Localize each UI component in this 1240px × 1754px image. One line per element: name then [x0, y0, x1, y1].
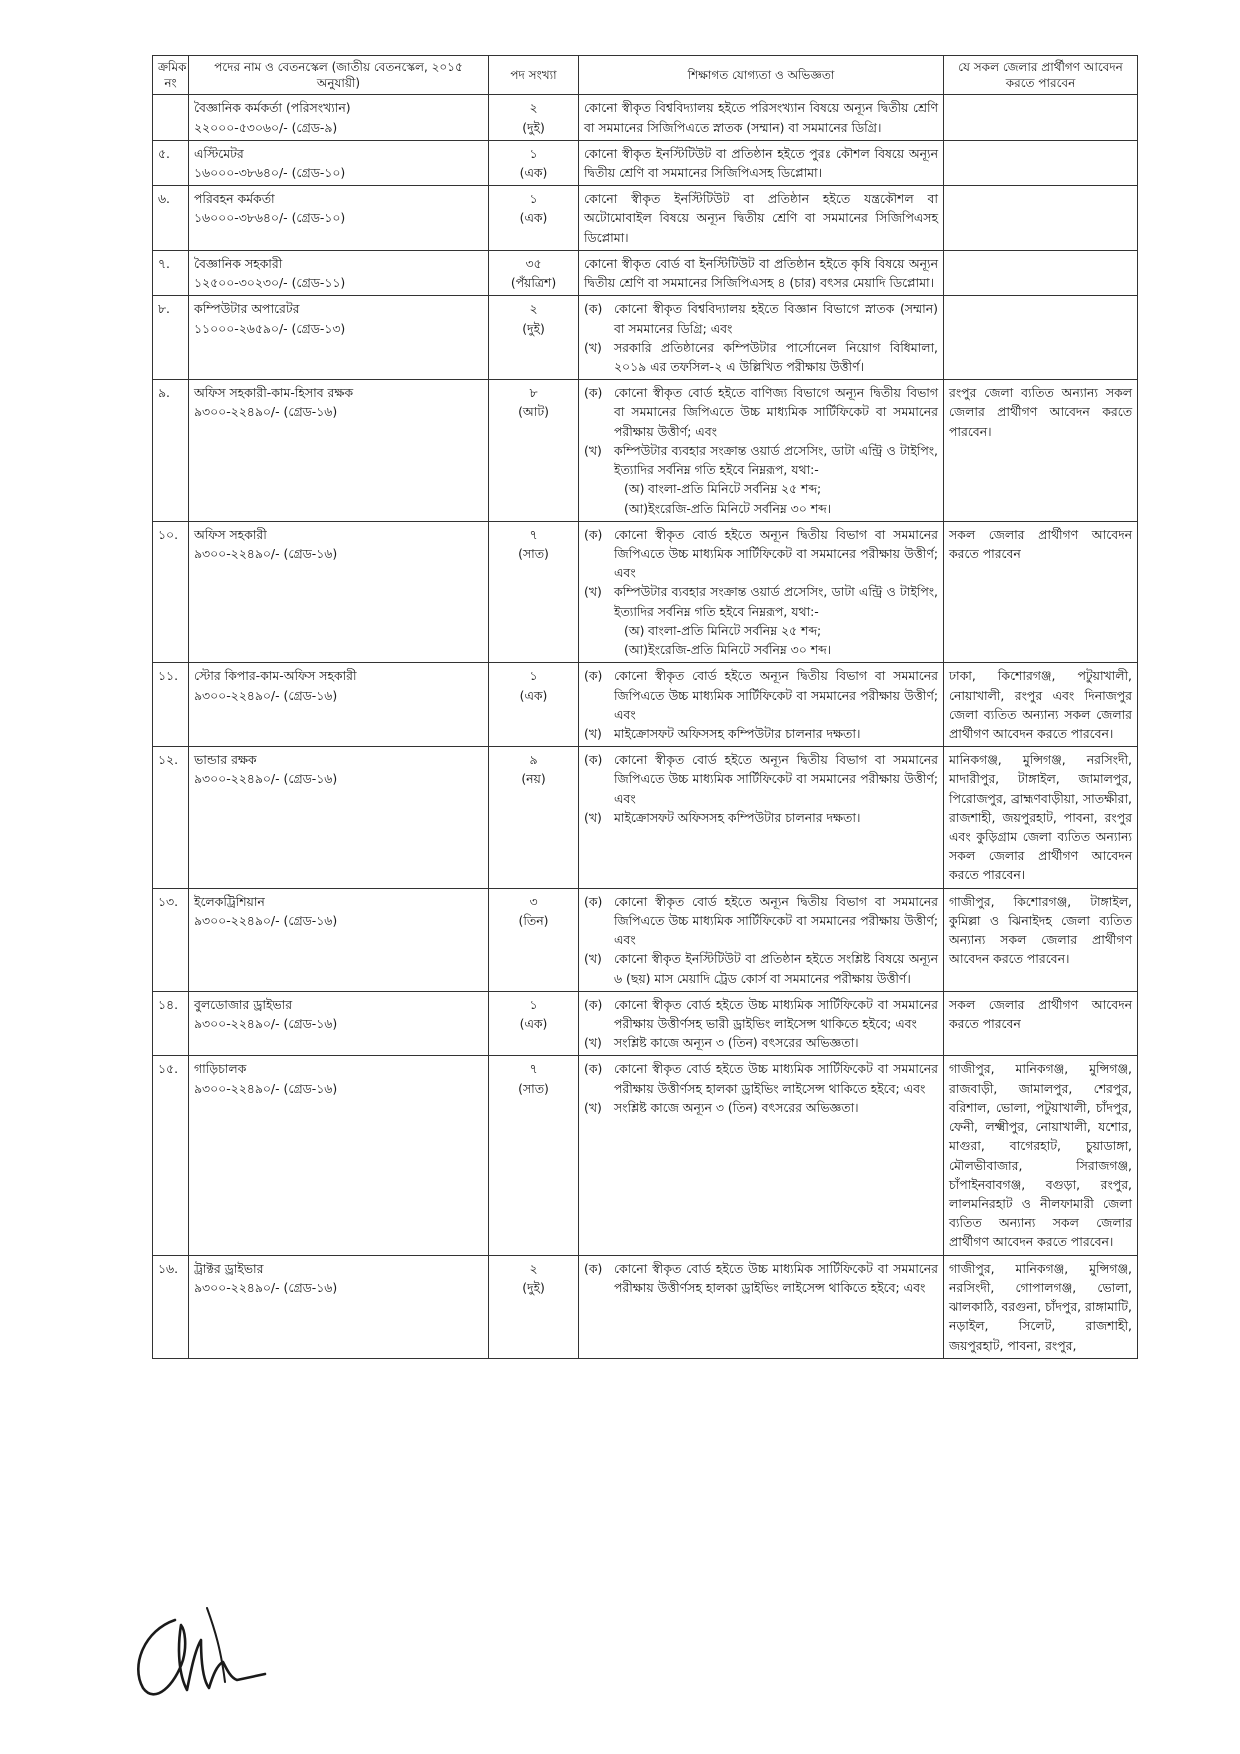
- post-count-words: (এক): [519, 165, 548, 181]
- table-row: [153, 747, 1138, 889]
- post-count: ১: [529, 191, 538, 207]
- header-post: পদের নাম ও বেতনস্কেল (জাতীয় বেতনস্কেল, ২০১৫ অনুযায়ী): [189, 56, 489, 95]
- pay-scale: ৯৩০০-২২৪৯০/- (গ্রেড-১৬): [194, 1080, 338, 1096]
- post-count-words: (এক): [519, 210, 548, 226]
- eligible-districts-cell: [944, 296, 1138, 380]
- qualification-cell: [579, 140, 944, 185]
- qualification-subitem: [584, 621, 938, 640]
- pay-scale: ১৬০০০-৩৮৬৪০/- (গ্রেড-১০): [194, 210, 346, 226]
- header-row: [153, 56, 1138, 95]
- header-districts: যে সকল জেলার প্রার্থীগণ আবেদন করতে পারবেন: [944, 56, 1138, 95]
- serial-cell: ১২.: [153, 747, 189, 889]
- post-cell: [189, 747, 489, 889]
- item-text: কোনো স্বীকৃত ইনস্টিটিউট বা প্রতিষ্ঠান হইতে সংশ্লিষ্ট বিষয়ে অন্যূন ৬ (ছয়) মাস মেয়াদি ট্রেড কোর্স বা সমমানের পরীক্ষায় উত্তীর্ণ।: [614, 951, 938, 986]
- post-count: ৮: [529, 385, 538, 401]
- post-count-cell: [489, 991, 579, 1056]
- post-name: অফিস সহকারী: [194, 526, 267, 542]
- post-cell: [189, 95, 489, 140]
- post-count: ৭: [529, 526, 538, 542]
- pay-scale: ২২০০০-৫৩০৬০/- (গ্রেড-৯): [194, 119, 338, 135]
- qualification-item: [584, 995, 938, 1033]
- serial-cell: ১৫.: [153, 1056, 189, 1255]
- table-row: [153, 186, 1138, 251]
- qualification-item: [584, 1098, 938, 1117]
- item-marker: (খ): [584, 725, 602, 741]
- post-name: বুলডোজার ড্রাইভার: [194, 996, 293, 1012]
- qualification-cell: [579, 380, 944, 522]
- eligible-districts-cell: [944, 250, 1138, 295]
- post-name: কম্পিউটার অপারেটর: [194, 301, 300, 317]
- table-row: [153, 95, 1138, 140]
- post-count-cell: [489, 140, 579, 185]
- item-text: কোনো স্বীকৃত বোর্ড হইতে উচ্চ মাধ্যমিক সার্টিফিকেট বা সমমানের পরীক্ষায় উত্তীর্ণসহ হালকা ড্রাইভিং লাইসেন্স থাকিতে হইবে; এবং: [614, 1061, 938, 1096]
- post-count-words: (দুই): [522, 320, 545, 336]
- header-qualification: শিক্ষাগত যোগ্যতা ও অভিজ্ঞতা: [579, 56, 944, 95]
- subitem-marker: (অ): [624, 481, 645, 497]
- item-text: সংশ্লিষ্ট কাজে অন্যূন ৩ (তিন) বৎসরের অভিজ্ঞতা।: [614, 1099, 859, 1115]
- post-cell: [189, 1255, 489, 1358]
- qualification-item: [584, 949, 938, 987]
- post-cell: [189, 521, 489, 663]
- post-name: অফিস সহকারী-কাম-হিসাব রক্ষক: [194, 385, 354, 401]
- serial-cell: ৯.: [153, 380, 189, 522]
- pay-scale: ৯৩০০-২২৪৯০/- (গ্রেড-১৬): [194, 545, 338, 561]
- item-marker: (ক): [584, 1061, 603, 1077]
- eligible-districts-cell: রংপুর জেলা ব্যতিত অন্যান্য সকল জেলার প্রার্থীগণ আবেদন করতে পারবেন।: [944, 380, 1138, 522]
- subitem-text: ইংরেজি-প্রতি মিনিটে সর্বনিম্ন ৩০ শব্দ।: [648, 500, 832, 516]
- pay-scale: ৯৩০০-২২৪৯০/- (গ্রেড-১৬): [194, 771, 338, 787]
- item-marker: (খ): [584, 1099, 602, 1115]
- post-name: ট্রাক্টর ড্রাইভার: [194, 1260, 264, 1276]
- post-cell: [189, 380, 489, 522]
- eligible-districts-cell: ঢাকা, কিশোরগঞ্জ, পটুয়াখালী, নোয়াখালী, রংপুর এবং দিনাজপুর জেলা ব্যতিত অন্যান্য সকল জেলার প্রার্থীগণ আবেদন করতে পারবেন।: [944, 663, 1138, 747]
- table-row: [153, 521, 1138, 663]
- post-name: ইলেকট্রিশিয়ান: [194, 893, 265, 909]
- qualification-item: [584, 299, 938, 337]
- item-marker: (ক): [584, 526, 603, 542]
- eligible-districts-cell: সকল জেলার প্রার্থীগণ আবেদন করতে পারবেন: [944, 521, 1138, 663]
- post-count: ১: [529, 996, 538, 1012]
- serial-cell: ১৩.: [153, 888, 189, 991]
- qualification-cell: [579, 663, 944, 747]
- post-cell: [189, 663, 489, 747]
- pay-scale: ১১০০০-২৬৫৯০/- (গ্রেড-১৩): [194, 320, 346, 336]
- item-text: মাইক্রোসফট অফিসসহ কম্পিউটার চালনার দক্ষতা।: [614, 809, 861, 825]
- qualification-cell: [579, 95, 944, 140]
- item-marker: (ক): [584, 385, 603, 401]
- post-count: ২: [529, 301, 538, 317]
- qualification-item: [584, 1259, 938, 1297]
- post-count-cell: [489, 521, 579, 663]
- post-count: ২: [529, 1260, 538, 1276]
- subitem-marker: (আ): [624, 642, 649, 658]
- post-count: ১: [529, 145, 538, 161]
- item-text: কোনো স্বীকৃত বোর্ড হইতে উচ্চ মাধ্যমিক সার্টিফিকেট বা সমমানের পরীক্ষায় উত্তীর্ণসহ হালকা ড্রাইভিং লাইসেন্স থাকিতে হইবে; এবং: [614, 1260, 938, 1295]
- table-row: [153, 1255, 1138, 1358]
- recruitment-table: [152, 55, 1138, 1359]
- item-text: কোনো স্বীকৃত বোর্ড হইতে অন্যূন দ্বিতীয় বিভাগ বা সমমানের জিপিএতে উচ্চ মাধ্যমিক সার্টিফিকেট বা সমমানের পরীক্ষায় উত্তীর্ণ; এবং: [614, 526, 938, 581]
- post-name: বৈজ্ঞানিক কর্মকর্তা (পরিসংখ্যান): [194, 100, 351, 116]
- item-text: কোনো স্বীকৃত বোর্ড হইতে উচ্চ মাধ্যমিক সার্টিফিকেট বা সমমানের পরীক্ষায় উত্তীর্ণসহ ভারী ড্রাইভিং লাইসেন্স থাকিতে হইবে; এবং: [614, 996, 938, 1031]
- table-row: [153, 991, 1138, 1056]
- qualification-item: [584, 582, 938, 620]
- post-count-cell: [489, 95, 579, 140]
- eligible-districts-cell: গাজীপুর, মানিকগঞ্জ, মুন্সিগঞ্জ, রাজবাড়ী, জামালপুর, শেরপুর, বরিশাল, ভোলা, পটুয়াখালী, চাঁদপুর, ফেনী, লক্ষ্মীপুর, নোয়াখালী, যশোর, মাগুরা, বাগেরহাট, চুয়াডাঙ্গা, মৌলভীবাজার, সিরাজগঞ্জ, চাঁপাইনবাবগঞ্জ, বগুড়া, রংপুর, লালমনিরহাট ও নীলফামারী জেলা ব্যতিত অন্যান্য সকল জেলার প্রার্থীগণ আবেদন করতে পারবেন।: [944, 1056, 1138, 1255]
- post-count-cell: [489, 747, 579, 889]
- post-count-words: (নয়): [521, 771, 546, 787]
- item-marker: (ক): [584, 1260, 603, 1276]
- item-marker: (খ): [584, 442, 602, 458]
- item-text: কম্পিউটার ব্যবহার সংক্রান্ত ওয়ার্ড প্রসেসিং, ডাটা এন্ট্রি ও টাইপিং, ইত্যাদির সর্বনিম্ন গতি হইবে নিম্নরূপ, যথা:-: [614, 584, 938, 619]
- serial-cell: ৬.: [153, 186, 189, 251]
- subitem-marker: (আ): [624, 500, 649, 516]
- pay-scale: ৯৩০০-২২৪৯০/- (গ্রেড-১৬): [194, 687, 338, 703]
- post-name: পরিবহন কর্মকর্তা: [194, 191, 275, 207]
- item-text: কোনো স্বীকৃত বোর্ড হইতে অন্যূন দ্বিতীয় বিভাগ বা সমমানের জিপিএতে উচ্চ মাধ্যমিক সার্টিফিকেট বা সমমানের পরীক্ষায় উত্তীর্ণ; এবং: [614, 893, 938, 948]
- subitem-text: ইংরেজি-প্রতি মিনিটে সর্বনিম্ন ৩০ শব্দ।: [648, 642, 832, 658]
- post-count-cell: [489, 296, 579, 380]
- subitem-text: বাংলা-প্রতি মিনিটে সর্বনিম্ন ২৫ শব্দ;: [648, 481, 822, 497]
- serial-cell: ৭.: [153, 250, 189, 295]
- post-count-cell: [489, 663, 579, 747]
- item-marker: (ক): [584, 893, 603, 909]
- post-cell: [189, 186, 489, 251]
- item-marker: (খ): [584, 339, 602, 355]
- item-text: কোনো স্বীকৃত বিশ্ববিদ্যালয় হইতে বিজ্ঞান বিভাগে স্নাতক (সম্মান) বা সমমানের ডিগ্রি; এবং: [614, 301, 938, 336]
- serial-cell: ৫.: [153, 140, 189, 185]
- pay-scale: ১২৫০০-৩০২৩০/- (গ্রেড-১১): [194, 275, 346, 291]
- qualification-cell: [579, 186, 944, 251]
- serial-cell: ৮.: [153, 296, 189, 380]
- item-text: মাইক্রোসফট অফিসসহ কম্পিউটার চালনার দক্ষতা।: [614, 725, 861, 741]
- serial-cell: ১৪.: [153, 991, 189, 1056]
- post-count: ৭: [529, 1061, 538, 1077]
- post-count-words: (আট): [518, 404, 549, 420]
- header-serial: ক্রমিক নং: [153, 56, 189, 95]
- post-count: ৯: [529, 752, 538, 768]
- item-text: কোনো স্বীকৃত বোর্ড হইতে অন্যূন দ্বিতীয় বিভাগ বা সমমানের জিপিএতে উচ্চ মাধ্যমিক সার্টিফিকেট বা সমমানের পরীক্ষায় উত্তীর্ণ; এবং: [614, 668, 938, 722]
- item-text: সরকারি প্রতিষ্ঠানের কম্পিউটার পার্সোনেল নিয়োগ বিধিমালা, ২০১৯ এর তফসিল-২ এ উল্লিখিত পরীক্ষায় উত্তীর্ণ।: [614, 339, 938, 374]
- serial-cell: ১৬.: [153, 1255, 189, 1358]
- qualification-subitem: [584, 479, 938, 498]
- eligible-districts-cell: গাজীপুর, মানিকগঞ্জ, মুন্সিগঞ্জ, নরসিংদী, গোপালগঞ্জ, ভোলা, ঝালকাঠি, বরগুনা, চাঁদপুর, রাঙ্গামাটি, নড়াইল, সিলেট, রাজশাহী, জয়পুরহাট, পাবনা, রংপুর,: [944, 1255, 1138, 1358]
- item-marker: (ক): [584, 668, 603, 684]
- qualification-cell: [579, 1255, 944, 1358]
- subitem-text: বাংলা-প্রতি মিনিটে সর্বনিম্ন ২৫ শব্দ;: [648, 622, 822, 638]
- item-marker: (খ): [584, 1035, 602, 1051]
- post-count-words: (সাত): [518, 1080, 549, 1096]
- post-count-words: (এক): [519, 1016, 548, 1031]
- qualification-item: [584, 441, 938, 479]
- qualification-item: [584, 1059, 938, 1097]
- serial-cell: ১১.: [153, 663, 189, 747]
- pay-scale: ৯৩০০-২২৪৯০/- (গ্রেড-১৬): [194, 1279, 338, 1295]
- pay-scale: ১৬০০০-৩৮৬৪০/- (গ্রেড-১০): [194, 165, 346, 181]
- qualification-subitem: [584, 640, 938, 659]
- subitem-marker: (অ): [624, 622, 645, 638]
- post-cell: [189, 296, 489, 380]
- qualification-text: কোনো স্বীকৃত ইনস্টিটিউট বা প্রতিষ্ঠান হইতে পুরঃ কৌশল বিষয়ে অন্যূন দ্বিতীয় শ্রেণি বা সমমানের সিজিপিএসহ ডিপ্লোমা।: [584, 145, 938, 181]
- post-count-words: (তিন): [518, 912, 549, 928]
- post-name: এস্টিমেটর: [194, 145, 244, 161]
- item-text: কম্পিউটার ব্যবহার সংক্রান্ত ওয়ার্ড প্রসেসিং, ডাটা এন্ট্রি ও টাইপিং, ইত্যাদির সর্বনিম্ন গতি হইবে নিম্নরূপ, যথা:-: [614, 442, 938, 478]
- post-count: ১: [529, 668, 538, 684]
- post-count-cell: [489, 1255, 579, 1358]
- post-count-words: (দুই): [522, 119, 545, 135]
- post-count-cell: [489, 1056, 579, 1255]
- item-text: কোনো স্বীকৃত বোর্ড হইতে অন্যূন দ্বিতীয় বিভাগ বা সমমানের জিপিএতে উচ্চ মাধ্যমিক সার্টিফিকেট বা সমমানের পরীক্ষায় উত্তীর্ণ; এবং: [614, 752, 938, 806]
- table-row: [153, 888, 1138, 991]
- post-count-words: (এক): [519, 687, 548, 703]
- qualification-subitem: [584, 499, 938, 518]
- signature: [115, 1590, 275, 1710]
- item-marker: (ক): [584, 752, 603, 768]
- eligible-districts-cell: [944, 95, 1138, 140]
- eligible-districts-cell: মানিকগঞ্জ, মুন্সিগঞ্জ, নরসিংদী, মাদারীপুর, টাঙ্গাইল, জামালপুর, পিরোজপুর, ব্রাহ্মণবাড়ীয়া, সাতক্ষীরা, রাজশাহী, জয়পুরহাট, পাবনা, রংপুর এবং কুড়িগ্রাম জেলা ব্যতিত অন্যান্য সকল জেলার প্রার্থীগণ আবেদন করতে পারবেন।: [944, 747, 1138, 889]
- eligible-districts-cell: সকল জেলার প্রার্থীগণ আবেদন করতে পারবেন: [944, 991, 1138, 1056]
- header-count: পদ সংখ্যা: [489, 56, 579, 95]
- post-count-words: (সাত): [518, 545, 549, 561]
- qualification-item: [584, 666, 938, 724]
- pay-scale: ৯৩০০-২২৪৯০/- (গ্রেড-১৬): [194, 912, 338, 928]
- qualification-item: [584, 724, 938, 743]
- qualification-cell: [579, 991, 944, 1056]
- item-marker: (খ): [584, 584, 602, 600]
- table-row: [153, 296, 1138, 380]
- qualification-item: [584, 338, 938, 376]
- post-count-cell: [489, 250, 579, 295]
- post-name: ভান্ডার রক্ষক: [194, 752, 257, 768]
- table-row: [153, 250, 1138, 295]
- qualification-cell: [579, 250, 944, 295]
- pay-scale: ৯৩০০-২২৪৯০/- (গ্রেড-১৬): [194, 404, 338, 420]
- qualification-item: [584, 750, 938, 808]
- post-cell: [189, 250, 489, 295]
- table-row: [153, 140, 1138, 185]
- item-text: কোনো স্বীকৃত বোর্ড হইতে বাণিজ্য বিভাগে অন্যূন দ্বিতীয় বিভাগ বা সমমানের জিপিএতে উচ্চ মাধ্যমিক সার্টিফিকেট বা সমমানের পরীক্ষায় উত্তীর্ণ; এবং: [614, 385, 938, 439]
- qualification-text: কোনো স্বীকৃত বোর্ড বা ইনস্টিটিউট বা প্রতিষ্ঠান হইতে কৃষি বিষয়ে অন্যূন দ্বিতীয় শ্রেণি বা সমমানের সিজিপিএসহ ৪ (চার) বৎসর মেয়াদি ডিপ্লোমা।: [584, 255, 938, 291]
- serial-cell: [153, 95, 189, 140]
- pay-scale: ৯৩০০-২২৪৯০/- (গ্রেড-১৬): [194, 1016, 338, 1031]
- item-marker: (খ): [584, 951, 602, 967]
- post-count-words: (দুই): [522, 1279, 545, 1295]
- qualification-cell: [579, 521, 944, 663]
- post-cell: [189, 140, 489, 185]
- item-marker: (ক): [584, 996, 603, 1012]
- qualification-cell: [579, 747, 944, 889]
- post-count-cell: [489, 380, 579, 522]
- qualification-cell: [579, 296, 944, 380]
- qualification-item: [584, 892, 938, 950]
- post-cell: [189, 1056, 489, 1255]
- serial-cell: ১০.: [153, 521, 189, 663]
- eligible-districts-cell: [944, 140, 1138, 185]
- qualification-cell: [579, 1056, 944, 1255]
- post-count-cell: [489, 186, 579, 251]
- eligible-districts-cell: গাজীপুর, কিশোরগঞ্জ, টাঙ্গাইল, কুমিল্লা ও ঝিনাইদহ জেলা ব্যতিত অন্যান্য সকল জেলার প্রার্থীগণ আবেদন করতে পারবেন।: [944, 888, 1138, 991]
- eligible-districts-cell: [944, 186, 1138, 251]
- qualification-item: [584, 525, 938, 583]
- item-text: সংশ্লিষ্ট কাজে অন্যূন ৩ (তিন) বৎসরের অভিজ্ঞতা।: [614, 1035, 859, 1051]
- qualification-item: [584, 808, 938, 827]
- item-marker: (ক): [584, 301, 603, 317]
- item-marker: (খ): [584, 809, 602, 825]
- post-cell: [189, 888, 489, 991]
- qualification-text: কোনো স্বীকৃত ইনস্টিটিউট বা প্রতিষ্ঠান হইতে যন্ত্রকৌশল বা অটোমোবাইল বিষয়ে অন্যূন দ্বিতীয় শ্রেণি বা সমমানের সিজিপিএসহ ডিপ্লোমা।: [584, 191, 938, 245]
- post-name: বৈজ্ঞানিক সহকারী: [194, 255, 283, 271]
- qualification-item: [584, 383, 938, 441]
- post-cell: [189, 991, 489, 1056]
- post-name: স্টোর কিপার-কাম-অফিস সহকারী: [194, 668, 357, 684]
- qualification-item: [584, 1033, 938, 1052]
- qualification-text: কোনো স্বীকৃত বিশ্ববিদ্যালয় হইতে পরিসংখ্যান বিষয়ে অন্যূন দ্বিতীয় শ্রেণি বা সমমানের সিজিপিএতে স্নাতক (সম্মান) বা সমমানের ডিগ্রি।: [584, 100, 938, 135]
- table-row: [153, 380, 1138, 522]
- table-row: [153, 663, 1138, 747]
- post-count: ২: [529, 100, 538, 116]
- table-row: [153, 1056, 1138, 1255]
- post-count: ৩৫: [525, 255, 542, 271]
- post-count: ৩: [529, 893, 538, 909]
- post-count-words: (পঁয়ত্রিশ): [510, 275, 557, 291]
- post-name: গাড়িচালক: [194, 1061, 247, 1077]
- post-count-cell: [489, 888, 579, 991]
- qualification-cell: [579, 888, 944, 991]
